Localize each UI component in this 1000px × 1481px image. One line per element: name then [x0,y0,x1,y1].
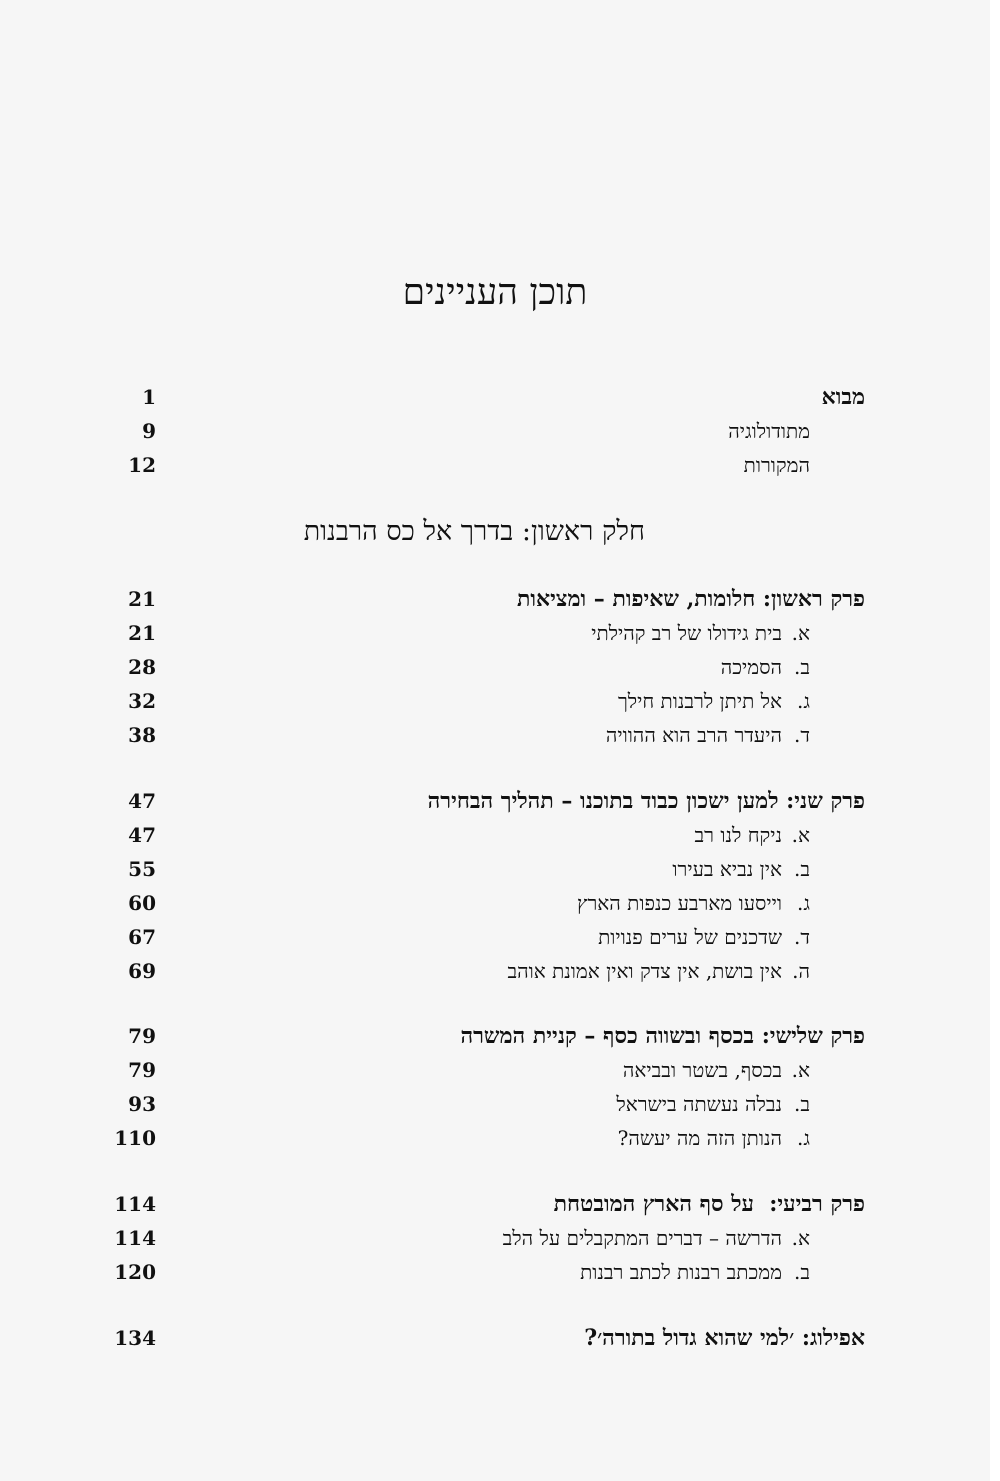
section-label: אין בושת, אין צדק ואין אמונת אוהב [507,959,782,983]
section-letter: א. [791,1058,810,1082]
part-heading: חלק ראשון: בדרך אל כס הרבנות [303,516,645,547]
toc-entry-label: מבוא [821,384,865,410]
page-edge [990,0,1000,1481]
section-letter: ד. [794,925,810,949]
toc-page-number: 1 [142,385,156,409]
toc-page-number: 32 [128,689,156,713]
toc-section [100,1223,865,1253]
toc-page-number: 38 [128,723,156,747]
toc-entry-intro [100,382,865,412]
section-letter: ב. [794,857,810,881]
toc-chapter-title: פרק שלישי: בכסף ובשווה כסף – קניית המשרה [460,1023,865,1049]
section-label: הדרשה – דברים המתקבלים על הלב [502,1226,782,1250]
toc-page-number: 21 [128,587,156,611]
section-label: בית גידולו של רב קהילתי [591,621,782,645]
toc-page-number: 55 [128,857,156,881]
toc-entry-label: מתודולוגיה [728,419,810,443]
section-label: נבלה נעשתה בישראל [616,1092,782,1116]
toc-section [100,652,865,682]
toc-entry-methodology [100,416,865,446]
toc-chapter [100,1021,865,1051]
section-label: ממכתב רבנות לכתב רבנות [580,1260,782,1284]
toc-page-number: 134 [114,1326,156,1350]
toc-page-number: 47 [128,789,156,813]
section-letter: ב. [794,1092,810,1116]
section-label: אין נביא בעירו [672,857,782,881]
toc-entry-label: המקורות [743,453,810,477]
toc-section [100,820,865,850]
toc-section [100,1089,865,1119]
page-title: תוכן העניינים [402,272,588,313]
toc-page-number: 79 [128,1058,156,1082]
toc-section [100,720,865,750]
section-letter: א. [791,621,810,645]
toc-entry-label: אפילוג: ׳למי שהוא גדול בתורה׳? [584,1325,865,1351]
section-label: אל תיתן לרבנות חילך [617,689,782,713]
toc-page-number: 114 [114,1192,156,1216]
toc-page-number: 79 [128,1024,156,1048]
toc-chapter [100,584,865,614]
toc-page-number: 28 [128,655,156,679]
toc-page-number: 21 [128,621,156,645]
section-letter: ב. [794,655,810,679]
toc-chapter-title: פרק שני: למען ישכון כבוד בתוכנו – תהליך הבחירה [427,788,865,814]
section-letter: ג. [797,689,810,713]
section-letter: ג. [797,1126,810,1150]
toc-page-number: 12 [128,453,156,477]
section-letter: ב. [794,1260,810,1284]
section-label: שדכנים של ערים פנויות [598,925,782,949]
toc-entry-epilogue [100,1323,865,1353]
toc-section [100,1055,865,1085]
section-letter: ה. [792,959,810,983]
section-label: הסמיכה [720,655,782,679]
section-label: ניקח לנו רב [694,823,782,847]
toc-page-number: 9 [142,419,156,443]
toc-section [100,618,865,648]
toc-page-number: 114 [114,1226,156,1250]
section-label: היעדר הרב הוא ההוויה [605,723,782,747]
toc-page-number: 47 [128,823,156,847]
toc-chapter-title: פרק ראשון: חלומות, שאיפות – ומציאות [516,586,865,612]
toc-section [100,686,865,716]
toc-section [100,888,865,918]
toc-page-number: 120 [114,1260,156,1284]
section-label: בכסף, בשטר ובביאה [622,1058,782,1082]
toc-page-number: 69 [128,959,156,983]
toc-section [100,854,865,884]
toc-section [100,956,865,986]
toc-page-number: 93 [128,1092,156,1116]
toc-page-number: 110 [114,1126,156,1150]
toc-page-number: 60 [128,891,156,915]
section-letter: א. [791,823,810,847]
section-letter: ג. [797,891,810,915]
toc-chapter [100,786,865,816]
section-label: וייסעו מארבע כנפות הארץ [577,891,782,915]
toc-page-number: 67 [128,925,156,949]
section-letter: א. [791,1226,810,1250]
toc-chapter [100,1189,865,1219]
section-letter: ד. [794,723,810,747]
section-label: הנותן הזה מה יעשה? [617,1126,782,1150]
toc-section [100,1123,865,1153]
toc-entry-sources [100,450,865,480]
toc-chapter-title: פרק רביעי: על סף הארץ המובטחת [553,1191,865,1217]
toc-section [100,1257,865,1287]
toc-section [100,922,865,952]
